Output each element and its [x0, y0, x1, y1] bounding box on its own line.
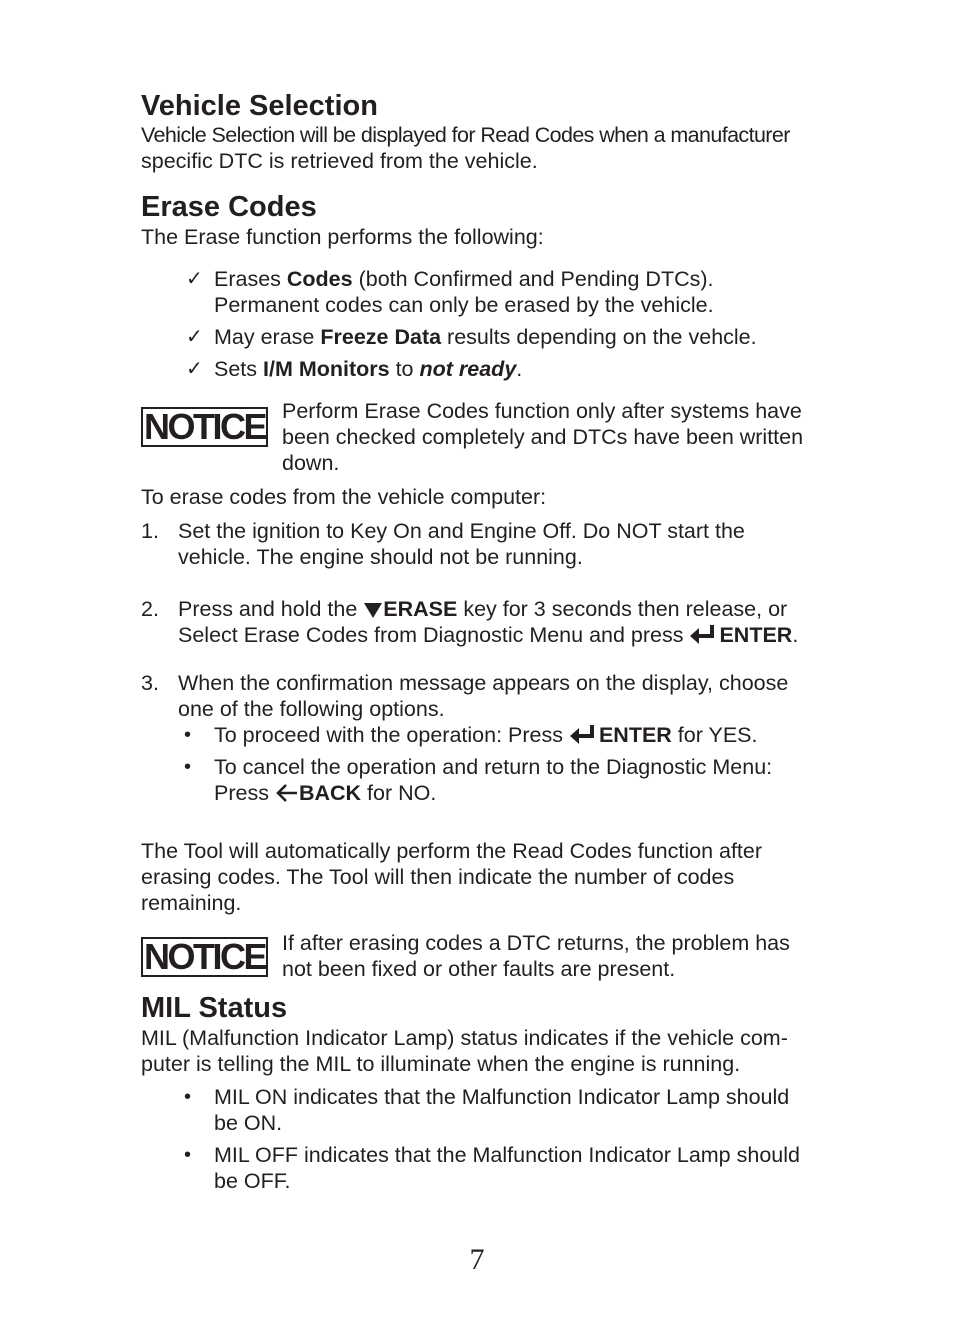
step-3-text: When the confirmation message appears on the display, choose one of the following options.: [178, 671, 789, 721]
option-no: Press BACK for NO.: [214, 781, 437, 805]
vehicle-selection-line1: Vehicle Selection will be displayed for Read Codes when a manufacturer: [141, 123, 790, 147]
erase-intro: The Erase function performs the following:: [141, 225, 544, 249]
notice-label: NOTICE: [141, 937, 268, 977]
steps-intro: To erase codes from the vehicle computer:: [141, 485, 547, 509]
step-number: 3.: [141, 671, 159, 695]
bullet-icon: •: [184, 756, 192, 778]
bullet-icon: •: [184, 1144, 192, 1166]
vehicle-selection-line2: specific DTC is retrieved from the vehicle.: [141, 149, 538, 173]
erase-codes-heading: Erase Codes: [141, 191, 317, 223]
check-item-codes: Erases Codes (both Confirmed and Pending DTCs).: [214, 267, 714, 291]
enter-arrow-icon: [689, 623, 719, 645]
step-number: 2.: [141, 597, 159, 621]
enter-arrow-icon: [569, 723, 599, 745]
mil-status-line2: puter is telling the MIL to illuminate when the engine is running.: [141, 1052, 741, 1076]
vehicle-selection-heading: Vehicle Selection: [141, 90, 378, 122]
after-erase-paragraph: The Tool will automatically perform the Read Codes function after erasing codes. The Tool will then indicate the number of codes remaining.: [141, 839, 763, 915]
notice-text-2: If after erasing codes a DTC returns, the problem has not been fixed or other faults are present.: [282, 931, 790, 981]
step-2-text: Press and hold the ERASE key for 3 seconds then release, or Select Erase Codes from Diagnostic Menu and press ENTER.: [178, 597, 799, 647]
option-yes: To proceed with the operation: Press ENTER for YES.: [214, 723, 758, 747]
check-icon: ✓: [186, 326, 203, 348]
mil-status-line1: MIL (Malfunction Indicator Lamp) status indicates if the vehicle com-: [141, 1026, 788, 1050]
notice-label: NOTICE: [141, 407, 268, 447]
bullet-icon: •: [184, 724, 192, 746]
step-1-text: Set the ignition to Key On and Engine Off. Do NOT start the vehicle. The engine should not be running.: [178, 519, 745, 569]
page-number: 7: [469, 1243, 485, 1276]
check-item-codes-line2: Permanent codes can only be erased by the vehicle.: [214, 293, 714, 317]
check-icon: ✓: [186, 268, 203, 290]
back-arrow-icon: [275, 783, 299, 803]
notice-text-1: Perform Erase Codes function only after systems have been checked completely and DTCs have been written down.: [282, 399, 804, 475]
step-number: 1.: [141, 519, 159, 543]
mil-on-item: MIL ON indicates that the Malfunction Indicator Lamp should be ON.: [214, 1085, 790, 1135]
check-item-monitors: Sets I/M Monitors to not ready.: [214, 357, 523, 381]
down-triangle-icon: [363, 601, 383, 619]
bullet-icon: •: [184, 1086, 192, 1108]
option-no-line1: To cancel the operation and return to the Diagnostic Menu:: [214, 755, 773, 779]
check-item-freeze-data: May erase Freeze Data results depending on the vehcle.: [214, 325, 757, 349]
mil-off-item: MIL OFF indicates that the Malfunction Indicator Lamp should be OFF.: [214, 1143, 800, 1193]
mil-status-heading: MIL Status: [141, 992, 288, 1024]
check-icon: ✓: [186, 358, 203, 380]
